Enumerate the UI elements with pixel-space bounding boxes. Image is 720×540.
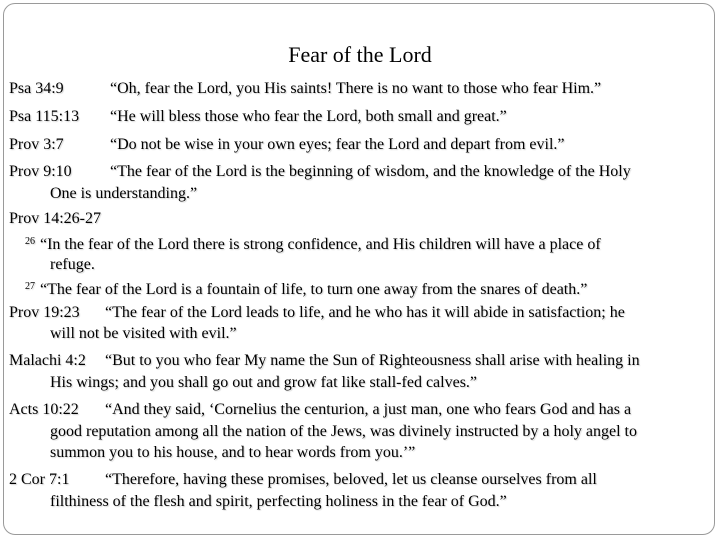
verse-27 (25, 275, 720, 302)
entry-acts-10-22-continued-2 (9, 441, 720, 465)
entry-prov-9-10 (9, 160, 715, 184)
verse-text: summon you to his house, and to hear words from you.’” (50, 444, 416, 461)
verse-text: “Oh, fear the Lord, you His saints! There is no want to those who fear Him.” (110, 80, 602, 97)
entry-prov-14-26-27 (9, 207, 715, 231)
entry-2-cor-7-1-continued (9, 490, 720, 514)
verse-reference: Psa 34:9 (9, 80, 64, 97)
verse-text: good reputation among all the nation of the Jews, was divinely instructed by a holy angel to (50, 423, 637, 440)
verse-text: will not be visited with evil.” (50, 325, 237, 342)
entry-prov-19-23-continued (9, 322, 720, 346)
verse-26-continued (9, 253, 720, 277)
entry-prov-9-10-continued (9, 182, 720, 206)
verse-number: 26 (25, 236, 35, 247)
entry-2-cor-7-1 (9, 468, 715, 492)
verse-reference: Prov 19:23 (9, 304, 80, 321)
verse-text: “The fear of the Lord is the beginning of wisdom, and the knowledge of the Holy (110, 163, 631, 180)
verse-reference: Psa 115:13 (9, 108, 80, 125)
verse-text: “Do not be wise in your own eyes; fear the Lord and depart from evil.” (110, 136, 565, 153)
entry-psa-34-9 (9, 77, 715, 101)
verse-reference: Malachi 4:2 (9, 352, 86, 369)
entry-psa-115-13 (9, 105, 715, 129)
verse-text: “In the fear of the Lord there is strong confidence, and His children will have a place of (40, 236, 601, 253)
entry-acts-10-22 (9, 398, 715, 422)
verse-text: filthiness of the flesh and spirit, perfecting holiness in the fear of God.” (50, 493, 507, 510)
entry-malachi-4-2-continued (9, 371, 720, 395)
verse-text: “But to you who fear My name the Sun of Righteousness shall arise with healing in (105, 352, 640, 369)
verse-text: “He will bless those who fear the Lord, both small and great.” (110, 108, 507, 125)
verse-number: 27 (25, 281, 35, 292)
verse-text: One is understanding.” (50, 185, 198, 202)
verse-text: “The fear of the Lord is a fountain of life, to turn one away from the snares of death.” (40, 281, 588, 298)
verse-text: “And they said, ‘Cornelius the centurion, a just man, one who fears God and has a (105, 401, 632, 418)
verse-text: His wings; and you shall go out and grow fat like stall-fed calves.” (50, 374, 478, 391)
verse-reference: Prov 14:26-27 (9, 210, 101, 227)
verse-text: “Therefore, having these promises, beloved, let us cleanse ourselves from all (105, 471, 597, 488)
entry-malachi-4-2 (9, 349, 715, 373)
entry-prov-3-7 (9, 133, 715, 157)
verse-reference: 2 Cor 7:1 (9, 471, 70, 488)
page-title: Fear of the Lord (288, 42, 432, 67)
verse-text: refuge. (50, 256, 95, 273)
verse-reference: Prov 9:10 (9, 163, 72, 180)
verse-text: “The fear of the Lord leads to life, and he who has it will abide in satisfaction; he (105, 304, 625, 321)
verse-reference: Acts 10:22 (9, 401, 79, 418)
verse-reference: Prov 3:7 (9, 136, 64, 153)
